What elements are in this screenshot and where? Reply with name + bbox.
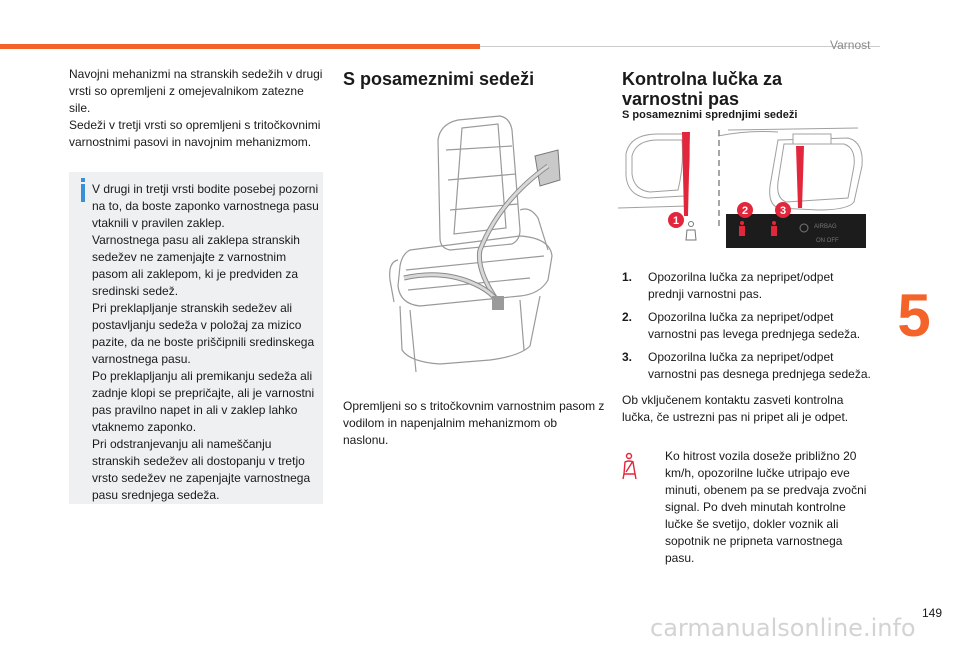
- list-item-number: 3.: [622, 350, 633, 364]
- lamp-description: Ob vključenem kontaktu zasveti kontrolna lučka, če ustrezni pas ni pripet ali je odpet.: [622, 393, 849, 424]
- chapter-number: 5: [897, 286, 931, 346]
- figure-label: 3: [779, 205, 787, 217]
- header-rule: [480, 46, 880, 47]
- list-item-text: Opozorilna lučka za nepripet/odpet varnostni pas levega prednjega sedeža.: [648, 310, 861, 341]
- page-number: 149: [922, 606, 943, 620]
- dashboard-warning-lamps-illustration: [618, 126, 870, 258]
- list-item: [622, 309, 872, 343]
- seatbelt-lamp-icon: [686, 222, 696, 241]
- chapter-number-badge: [893, 286, 935, 346]
- watermark: carmanualsonline.info: [650, 614, 916, 642]
- figure-label: 1: [672, 215, 680, 227]
- list-item-number: 2.: [622, 310, 633, 324]
- intro-line-1: Navojni mehanizmi na stranskih sedežih v drugi vrsti so opremljeni z omejevalnikom zatezne sile.: [69, 67, 323, 115]
- note-paragraph: V drugi in tretji vrsti bodite posebej pozorni na to, da boste zaponko varnostnega pasu vtaknili v pravilen zaklep.: [92, 182, 319, 230]
- note-paragraph: Varnostnega pasu ali zaklepa stranskih sedežev ne zamenjajte z varnostnim pasom ali zaklepom, ki je predviden za sredinski sedež.: [92, 233, 300, 298]
- warning-lamp-list: [622, 269, 872, 389]
- section-title: Varnost: [830, 38, 871, 52]
- list-item: [622, 269, 872, 303]
- note-paragraph: Pri preklapljanje stranskih sedežev ali postavljanju sedeža v položaj za mizico pazite, da ne boste priščipnili sredinskega varnostnega pasu.: [92, 301, 315, 366]
- note-paragraph: Po preklapljanju ali premikanju sedeža ali zadnje klopi se prepričajte, ali je varnostni pas pravilno napet in ali v zaklep lahko vtaknemo zaponko.: [92, 369, 315, 434]
- info-icon: [78, 178, 88, 202]
- seat-belt-illustration: [380, 110, 565, 380]
- list-item-text: Opozorilna lučka za nepripet/odpet prednji varnostni pas.: [648, 270, 834, 301]
- airbag-onoff-label: ON OFF: [816, 238, 839, 244]
- list-item-text: Opozorilna lučka za nepripet/odpet varnostni pas desnega prednjega sedeža.: [648, 350, 871, 381]
- speed-warning-text: Ko hitrost vozila doseže približno 20 km/h, opozorilne lučke utripajo eve minuti, obenem pa se predvaja zvočni signal. Po dveh minutah kontrolne lučke še svetijo, dokler voznik ali sopotnik ne pripneta varnostnega pasu.: [665, 449, 867, 565]
- list-item: [622, 349, 872, 383]
- intro-text: [69, 66, 327, 151]
- header-accent-bar: [0, 44, 480, 49]
- list-item-number: 1.: [622, 270, 633, 284]
- subheading-front-seats: S posameznimi sprednjimi sedeži: [622, 109, 798, 121]
- info-note-text: [92, 181, 320, 504]
- airbag-label: AIRBAG: [814, 224, 837, 230]
- seatbelt-warning-icon: [620, 452, 640, 480]
- figure-label: 2: [741, 205, 749, 217]
- note-paragraph: Pri odstranjevanju ali nameščanju stranskih sedežev ali dostopanju v tretjo vrsto sedežev ne zapenjajte varnostnega pasu srednjega sedeža.: [92, 437, 311, 502]
- seat-caption: Opremljeni so s tritočkovnim varnostnim pasom z vodilom in napenjalnim mehanizmom ob naslonu.: [343, 399, 605, 447]
- heading-belt-warning-lamp: Kontrolna lučka za varnostni pas: [622, 69, 783, 109]
- intro-line-2: Sedeži v tretji vrsti so opremljeni s tritočkovnimi varnostnimi pasovi in navojnim mehanizmom.: [69, 118, 321, 149]
- heading-individual-seats: S posameznimi sedeži: [343, 69, 535, 89]
